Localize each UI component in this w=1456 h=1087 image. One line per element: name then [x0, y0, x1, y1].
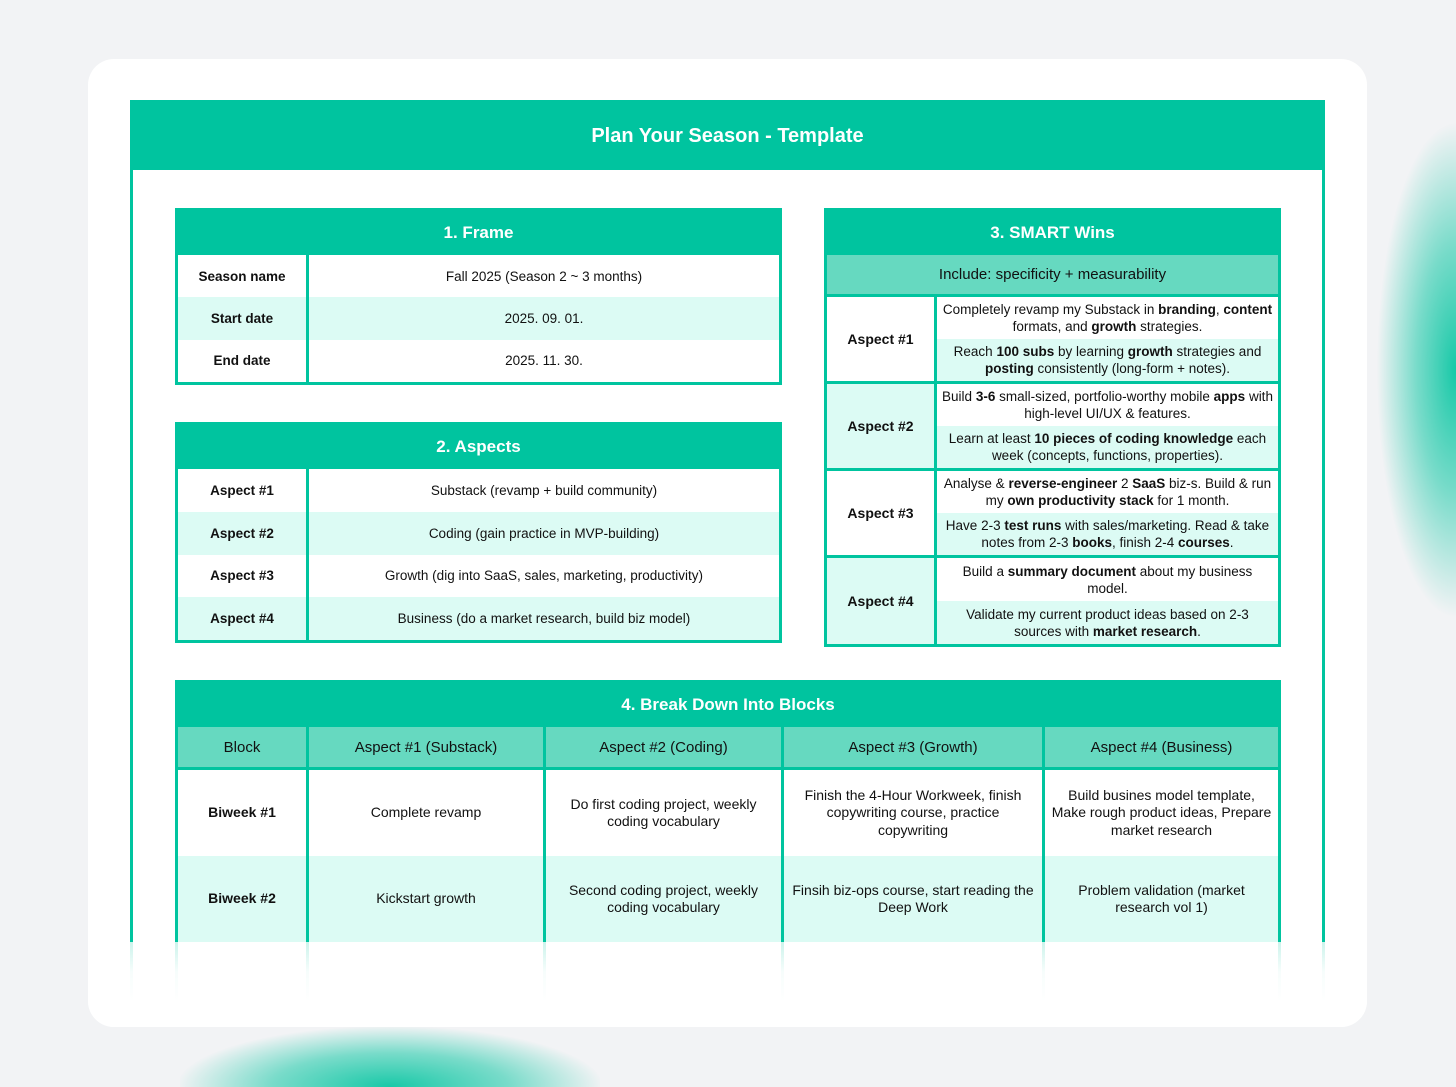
goal-segment: , finish 2-4 — [1111, 535, 1179, 550]
table-row — [178, 597, 779, 640]
goal-list — [937, 297, 1278, 381]
aspects-table — [175, 422, 782, 643]
goal-segment: with sales/marketing. Read & take notes from 2-3 — [981, 518, 1270, 550]
goal-segment: 2 — [1117, 476, 1133, 491]
goal-highlight: growth — [1091, 319, 1137, 334]
table-row — [178, 555, 779, 598]
goal-text — [941, 343, 1274, 377]
goal-text — [941, 388, 1274, 422]
table-row — [178, 255, 779, 297]
goal-segment: strategies and — [1172, 344, 1262, 359]
block-cell: Finsih biz-ops course, start reading the Deep Work — [784, 856, 1045, 942]
goal-segment: Learn at least — [948, 431, 1035, 446]
goal-segment: consistently (long-form + notes). — [1033, 361, 1230, 376]
goal-cell — [937, 601, 1278, 644]
goal-cell — [937, 471, 1278, 513]
goal-cell — [937, 384, 1278, 426]
smart-wins-table — [824, 208, 1281, 647]
table-row — [178, 340, 779, 382]
goal-segment: . — [1197, 623, 1201, 639]
row-label: Aspect #3 — [178, 555, 309, 598]
block-cell: Complete revamp — [309, 770, 546, 856]
decor-blob — [180, 1027, 600, 1087]
goal-cell — [937, 297, 1278, 339]
goal-text — [941, 475, 1274, 509]
row-label: Aspect #1 — [178, 469, 309, 512]
column-header: Block — [178, 727, 309, 767]
smart-row — [827, 384, 1278, 471]
block-cell: Problem validation (market research vol 1) — [1078, 881, 1245, 915]
row-value: Fall 2025 (Season 2 ~ 3 months) — [445, 268, 643, 284]
goal-segment: formats, and — [1012, 319, 1092, 334]
goal-segment: each week (concepts, functions, properties). — [991, 431, 1267, 463]
block-cell: Second coding project, weekly coding vocabulary — [546, 856, 784, 942]
page-title: Plan Your Season - Template — [133, 103, 1322, 170]
goal-segment: Validate my current product ideas based on 2-3 sources with — [966, 606, 1249, 639]
smart-row — [827, 558, 1278, 644]
row-label: Aspect #2 — [178, 512, 309, 555]
goal-highlight: growth — [1127, 344, 1173, 359]
aspect-label: Aspect #2 — [827, 384, 937, 468]
row-value: Growth (dig into SaaS, sales, marketing, productivity) — [384, 568, 704, 584]
block-row — [178, 856, 1278, 942]
goal-segment: strategies. — [1136, 319, 1203, 334]
row-value: Substack (revamp + build community) — [430, 482, 658, 498]
goal-highlight: branding — [1158, 302, 1216, 317]
aspects-heading: 2. Aspects — [178, 425, 779, 469]
aspect-label: Aspect #3 — [827, 471, 937, 555]
frame-rows — [178, 255, 779, 382]
goal-highlight: 3-6 — [975, 389, 996, 404]
goal-list — [937, 384, 1278, 468]
row-label: Season name — [178, 255, 309, 297]
goal-cell — [937, 513, 1278, 555]
goal-segment: . — [1229, 535, 1234, 550]
frame-heading: 1. Frame — [178, 211, 779, 255]
goal-text — [941, 563, 1274, 597]
smart-rows — [827, 297, 1278, 644]
goal-highlight: test runs — [1004, 518, 1062, 533]
goal-highlight: 100 subs — [996, 344, 1055, 359]
goal-text — [941, 301, 1274, 335]
decor-blob — [1376, 120, 1456, 620]
goal-segment: about my business model. — [1087, 563, 1253, 596]
row-label: Start date — [178, 297, 309, 339]
goal-list — [937, 471, 1278, 555]
goal-segment: , — [1215, 302, 1224, 317]
goal-text — [941, 517, 1274, 551]
column-header: Aspect #3 (Growth) — [784, 727, 1045, 767]
table-row — [178, 469, 779, 512]
template-card — [88, 59, 1367, 1027]
row-value: Coding (gain practice in MVP-building) — [428, 525, 660, 541]
goal-text — [941, 430, 1274, 464]
block-label: Biweek #2 — [178, 856, 309, 942]
goal-segment: Completely revamp my Substack in — [942, 302, 1159, 317]
goal-cell — [937, 558, 1278, 601]
goal-segment: Build a — [962, 563, 1008, 579]
smart-heading: 3. SMART Wins — [827, 211, 1278, 255]
aspect-rows — [178, 469, 779, 640]
table-row — [178, 512, 779, 555]
frame-table — [175, 208, 782, 385]
blocks-header-row — [178, 727, 1278, 770]
goal-text — [941, 606, 1274, 640]
block-cell: Finish the 4-Hour Workweek, finish copywriting course, practice copywriting — [784, 770, 1045, 856]
goal-cell — [937, 339, 1278, 381]
goal-highlight: posting — [985, 361, 1034, 376]
table-row — [178, 297, 779, 339]
goal-segment: small-sized, portfolio-worthy mobile — [995, 389, 1214, 404]
goal-highlight: books — [1072, 535, 1112, 550]
row-label: End date — [178, 340, 309, 382]
column-header: Aspect #1 (Substack) — [309, 727, 546, 767]
goal-highlight: summary document — [1007, 563, 1136, 579]
goal-segment: Have 2-3 — [945, 518, 1005, 533]
block-label: Biweek #1 — [178, 770, 309, 856]
block-cell: Do first coding project, weekly coding vocabulary — [546, 770, 784, 856]
goal-highlight: market research — [1092, 623, 1198, 639]
goal-segment: Reach — [953, 344, 997, 359]
row-label: Aspect #4 — [178, 597, 309, 640]
goal-highlight: SaaS — [1132, 476, 1166, 491]
row-value: 2025. 11. 30. — [505, 353, 583, 369]
goal-list — [937, 558, 1278, 644]
column-header: Aspect #2 (Coding) — [546, 727, 784, 767]
row-value: 2025. 09. 01. — [504, 310, 584, 326]
block-cell: Build busines model template, Make rough product ideas, Prepare market research — [1051, 786, 1272, 838]
goal-segment: with high-level UI/UX & features. — [1024, 389, 1273, 421]
block-row — [178, 770, 1278, 856]
row-value: Business (do a market research, build biz model) — [397, 611, 691, 627]
smart-subheading: Include: specificity + measurability — [827, 255, 1278, 297]
goal-segment: Analyse & — [943, 476, 1009, 491]
goal-highlight: apps — [1213, 389, 1246, 404]
goal-segment: Build — [942, 389, 976, 404]
fade-overlay — [88, 942, 1367, 1027]
goal-cell — [937, 426, 1278, 468]
smart-row — [827, 471, 1278, 558]
blocks-heading: 4. Break Down Into Blocks — [178, 683, 1278, 727]
goal-segment: by learning — [1054, 344, 1128, 359]
smart-row — [827, 297, 1278, 384]
aspect-label: Aspect #4 — [827, 558, 937, 644]
goal-highlight: reverse-engineer — [1008, 476, 1118, 491]
goal-segment: biz-s. Build & run my — [985, 476, 1272, 508]
goal-highlight: own productivity stack — [1007, 493, 1154, 508]
goal-highlight: content — [1223, 302, 1273, 317]
goal-segment: for 1 month. — [1153, 493, 1230, 508]
aspect-label: Aspect #1 — [827, 297, 937, 381]
goal-highlight: 10 pieces of coding knowledge — [1034, 431, 1234, 446]
block-cell: Kickstart growth — [309, 856, 546, 942]
column-header: Aspect #4 (Business) — [1090, 738, 1233, 756]
goal-highlight: courses — [1178, 535, 1230, 550]
